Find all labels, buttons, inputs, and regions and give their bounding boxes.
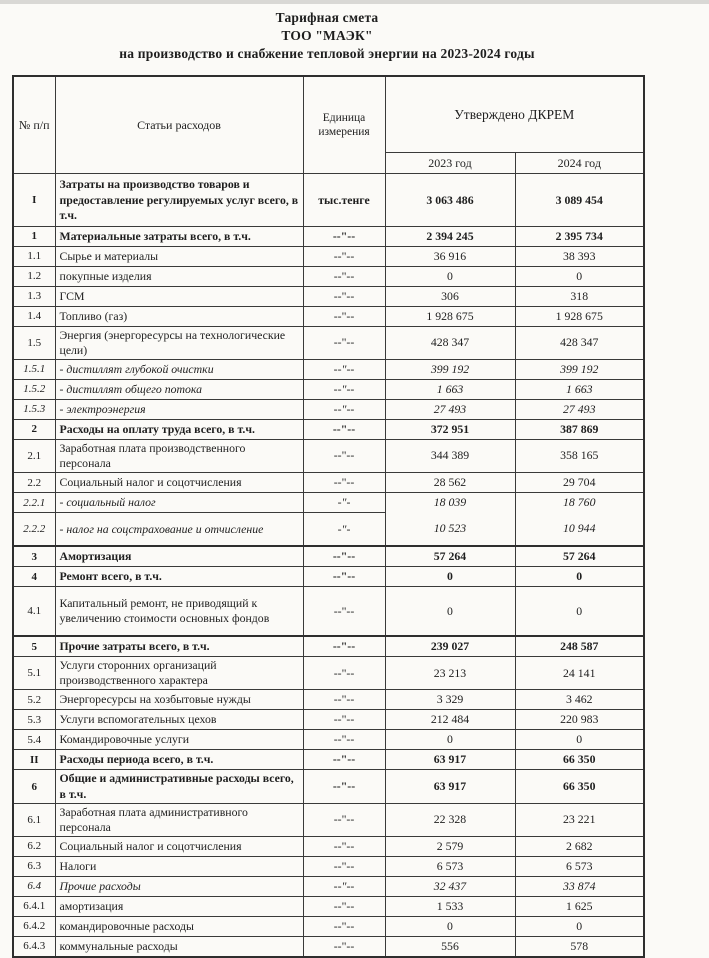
unit-cell: --"-- xyxy=(303,836,385,856)
expense-item: командировочные расходы xyxy=(55,916,303,936)
row-num: 6.3 xyxy=(13,856,55,876)
row-num: 1.2 xyxy=(13,266,55,286)
value-2023: 0 xyxy=(385,567,515,587)
document-title-line-3: на производство и снабжение тепловой энергии на 2023-2024 годы xyxy=(119,45,535,61)
row-num: 6.4.2 xyxy=(13,916,55,936)
table-body xyxy=(13,174,644,957)
unit-cell: --"-- xyxy=(303,636,385,657)
value-2023: 6 573 xyxy=(385,856,515,876)
table-row xyxy=(13,770,644,803)
row-num: 1.4 xyxy=(13,306,55,326)
table-row xyxy=(13,730,644,750)
value-2023: 2 579 xyxy=(385,836,515,856)
expense-item: покупные изделия xyxy=(55,266,303,286)
value-2023: 28 562 xyxy=(385,473,515,493)
table-row xyxy=(13,657,644,690)
expense-item: Услуги сторонних организаций производственного характера xyxy=(55,657,303,690)
table-row xyxy=(13,856,644,876)
value-2023: 306 xyxy=(385,286,515,306)
row-num: 2.1 xyxy=(13,439,55,472)
value-2024: 3 462 xyxy=(515,690,644,710)
value-2024: 18 760 xyxy=(515,493,644,513)
expense-item: Капитальный ремонт, не приводящий к увеличению стоимости основных фондов xyxy=(55,587,303,637)
row-num: 6.1 xyxy=(13,803,55,836)
table-row xyxy=(13,690,644,710)
document-title-block xyxy=(10,9,644,62)
header-year-2024: 2024 год xyxy=(515,153,644,174)
row-num: 2 xyxy=(13,419,55,439)
table-row xyxy=(13,636,644,657)
table-row xyxy=(13,876,644,896)
expense-item: Социальный налог и соцотчисления xyxy=(55,836,303,856)
table-row xyxy=(13,546,644,567)
row-num: 6.4.1 xyxy=(13,896,55,916)
expense-item: Затраты на производство товаров и предоставление регулируемых услуг всего, в т.ч. xyxy=(55,174,303,226)
row-num: 5.3 xyxy=(13,710,55,730)
unit-cell: --"-- xyxy=(303,326,385,359)
table-row xyxy=(13,286,644,306)
value-2023: 428 347 xyxy=(385,326,515,359)
value-2023: 556 xyxy=(385,936,515,957)
table-row xyxy=(13,750,644,770)
row-num: 5.4 xyxy=(13,730,55,750)
value-2023: 57 264 xyxy=(385,546,515,567)
row-num: 3 xyxy=(13,546,55,567)
expense-item: - электроэнергия xyxy=(55,399,303,419)
value-2024: 66 350 xyxy=(515,770,644,803)
unit-cell: --"-- xyxy=(303,359,385,379)
row-num: 1.1 xyxy=(13,246,55,266)
expense-item: - налог на соцстрахование и отчисление xyxy=(55,513,303,547)
value-2024: 387 869 xyxy=(515,419,644,439)
row-num: 6.2 xyxy=(13,836,55,856)
table-row xyxy=(13,174,644,226)
expense-item: Заработная плата административного персонала xyxy=(55,803,303,836)
unit-cell: --"-- xyxy=(303,419,385,439)
unit-cell: --"-- xyxy=(303,266,385,286)
value-2023: 3 063 486 xyxy=(385,174,515,226)
expense-item: Топливо (газ) xyxy=(55,306,303,326)
value-2024: 318 xyxy=(515,286,644,306)
document-page xyxy=(0,4,709,958)
unit-cell: --"-- xyxy=(303,286,385,306)
tariff-table-header xyxy=(13,76,644,174)
row-num: 2.2.1 xyxy=(13,493,55,513)
expense-item: Социальный налог и соцотчисления xyxy=(55,473,303,493)
unit-cell: --"-- xyxy=(303,730,385,750)
header-row-top xyxy=(13,76,644,153)
value-2024: 57 264 xyxy=(515,546,644,567)
expense-item: Ремонт всего, в т.ч. xyxy=(55,567,303,587)
value-2024: 2 682 xyxy=(515,836,644,856)
value-2024: 10 944 xyxy=(515,513,644,547)
value-2024: 428 347 xyxy=(515,326,644,359)
value-2023: 1 533 xyxy=(385,896,515,916)
unit-cell: --"-- xyxy=(303,936,385,957)
expense-item: Командировочные услуги xyxy=(55,730,303,750)
value-2023: 0 xyxy=(385,587,515,637)
header-unit: Единица измерения xyxy=(303,76,385,174)
unit-cell: --"-- xyxy=(303,876,385,896)
value-2024: 0 xyxy=(515,567,644,587)
unit-cell: --"-- xyxy=(303,896,385,916)
value-2023: 32 437 xyxy=(385,876,515,896)
table-row xyxy=(13,266,644,286)
value-2023: 10 523 xyxy=(385,513,515,547)
row-num: 4.1 xyxy=(13,587,55,637)
value-2024: 38 393 xyxy=(515,246,644,266)
row-num: II xyxy=(13,750,55,770)
table-row xyxy=(13,710,644,730)
table-row xyxy=(13,359,644,379)
value-2023: 63 917 xyxy=(385,750,515,770)
unit-cell: --"-- xyxy=(303,546,385,567)
value-2024: 1 928 675 xyxy=(515,306,644,326)
table-row xyxy=(13,836,644,856)
unit-cell: --"-- xyxy=(303,587,385,637)
table-row xyxy=(13,246,644,266)
value-2023: 344 389 xyxy=(385,439,515,472)
unit-cell: --"-- xyxy=(303,856,385,876)
expense-item: - дистиллят глубокой очистки xyxy=(55,359,303,379)
unit-cell: --"-- xyxy=(303,306,385,326)
expense-item: Расходы периода всего, в т.ч. xyxy=(55,750,303,770)
expense-item: амортизация xyxy=(55,896,303,916)
value-2023: 239 027 xyxy=(385,636,515,657)
value-2024: 33 874 xyxy=(515,876,644,896)
expense-item: Налоги xyxy=(55,856,303,876)
table-row xyxy=(13,567,644,587)
row-num: 6.4 xyxy=(13,876,55,896)
value-2024: 0 xyxy=(515,916,644,936)
value-2024: 0 xyxy=(515,587,644,637)
table-row xyxy=(13,379,644,399)
row-num: 5 xyxy=(13,636,55,657)
unit-cell: -"- xyxy=(303,493,385,513)
row-num: 6.4.3 xyxy=(13,936,55,957)
value-2024: 399 192 xyxy=(515,359,644,379)
value-2023: 1 663 xyxy=(385,379,515,399)
row-num: I xyxy=(13,174,55,226)
unit-cell: --"-- xyxy=(303,710,385,730)
header-year-2023: 2023 год xyxy=(385,153,515,174)
table-row xyxy=(13,473,644,493)
unit-cell: --"-- xyxy=(303,567,385,587)
table-row xyxy=(13,936,644,957)
value-2024: 578 xyxy=(515,936,644,957)
value-2023: 372 951 xyxy=(385,419,515,439)
value-2023: 27 493 xyxy=(385,399,515,419)
unit-cell: --"-- xyxy=(303,379,385,399)
table-row xyxy=(13,399,644,419)
value-2023: 36 916 xyxy=(385,246,515,266)
row-num: 1.5.3 xyxy=(13,399,55,419)
value-2024: 6 573 xyxy=(515,856,644,876)
unit-cell: --"-- xyxy=(303,226,385,246)
value-2024: 3 089 454 xyxy=(515,174,644,226)
row-num: 2.2 xyxy=(13,473,55,493)
unit-cell: --"-- xyxy=(303,399,385,419)
value-2024: 1 625 xyxy=(515,896,644,916)
unit-cell: --"-- xyxy=(303,473,385,493)
unit-cell: --"-- xyxy=(303,657,385,690)
row-num: 5.2 xyxy=(13,690,55,710)
expense-item: Услуги вспомогательных цехов xyxy=(55,710,303,730)
document-title-line-2: ТОО "МАЭК" xyxy=(281,27,373,43)
value-2023: 212 484 xyxy=(385,710,515,730)
row-num: 5.1 xyxy=(13,657,55,690)
table-row xyxy=(13,226,644,246)
expense-item: Расходы на оплату труда всего, в т.ч. xyxy=(55,419,303,439)
value-2023: 0 xyxy=(385,730,515,750)
expense-item: коммунальные расходы xyxy=(55,936,303,957)
value-2024: 23 221 xyxy=(515,803,644,836)
expense-item: - социальный налог xyxy=(55,493,303,513)
table-row xyxy=(13,896,644,916)
unit-cell: --"-- xyxy=(303,803,385,836)
value-2024: 66 350 xyxy=(515,750,644,770)
table-row xyxy=(13,306,644,326)
expense-item: Энергия (энергоресурсы на технологические цели) xyxy=(55,326,303,359)
row-num: 6 xyxy=(13,770,55,803)
expense-item: Заработная плата производственного персонала xyxy=(55,439,303,472)
value-2023: 22 328 xyxy=(385,803,515,836)
unit-cell: --"-- xyxy=(303,439,385,472)
value-2023: 18 039 xyxy=(385,493,515,513)
value-2023: 2 394 245 xyxy=(385,226,515,246)
unit-cell: -"- xyxy=(303,513,385,547)
table-row xyxy=(13,803,644,836)
unit-cell: --"-- xyxy=(303,750,385,770)
value-2024: 358 165 xyxy=(515,439,644,472)
expense-item: Сырье и материалы xyxy=(55,246,303,266)
value-2023: 3 329 xyxy=(385,690,515,710)
value-2024: 0 xyxy=(515,266,644,286)
value-2023: 23 213 xyxy=(385,657,515,690)
document-title-line-1: Тарифная смета xyxy=(275,10,379,25)
expense-item: Энергоресурсы на хозбытовые нужды xyxy=(55,690,303,710)
value-2023: 1 928 675 xyxy=(385,306,515,326)
unit-cell: --"-- xyxy=(303,916,385,936)
unit-cell: тыс.тенге xyxy=(303,174,385,226)
row-num: 2.2.2 xyxy=(13,513,55,547)
table-row xyxy=(13,493,644,513)
value-2024: 27 493 xyxy=(515,399,644,419)
row-num: 1.5 xyxy=(13,326,55,359)
table-row xyxy=(13,326,644,359)
header-num: № п/п xyxy=(13,76,55,174)
value-2024: 29 704 xyxy=(515,473,644,493)
table-row xyxy=(13,513,644,547)
row-num: 1.5.1 xyxy=(13,359,55,379)
header-approved-dkrem: Утверждено ДКРЕМ xyxy=(385,76,644,153)
expense-item: Прочие затраты всего, в т.ч. xyxy=(55,636,303,657)
expense-item: ГСМ xyxy=(55,286,303,306)
value-2024: 24 141 xyxy=(515,657,644,690)
expense-item: Материальные затраты всего, в т.ч. xyxy=(55,226,303,246)
value-2024: 2 395 734 xyxy=(515,226,644,246)
table-row xyxy=(13,419,644,439)
value-2024: 1 663 xyxy=(515,379,644,399)
expense-item: Общие и административные расходы всего, в т.ч. xyxy=(55,770,303,803)
header-expense-items: Статьи расходов xyxy=(55,76,303,174)
value-2023: 399 192 xyxy=(385,359,515,379)
value-2024: 220 983 xyxy=(515,710,644,730)
unit-cell: --"-- xyxy=(303,770,385,803)
unit-cell: --"-- xyxy=(303,246,385,266)
value-2023: 63 917 xyxy=(385,770,515,803)
unit-cell: --"-- xyxy=(303,690,385,710)
value-2023: 0 xyxy=(385,916,515,936)
table-row xyxy=(13,916,644,936)
expense-item: Амортизация xyxy=(55,546,303,567)
expense-item: Прочие расходы xyxy=(55,876,303,896)
tariff-table xyxy=(12,75,645,957)
table-row xyxy=(13,587,644,637)
value-2024: 0 xyxy=(515,730,644,750)
row-num: 1 xyxy=(13,226,55,246)
value-2023: 0 xyxy=(385,266,515,286)
row-num: 4 xyxy=(13,567,55,587)
expense-item: - дистиллят общего потока xyxy=(55,379,303,399)
row-num: 1.3 xyxy=(13,286,55,306)
value-2024: 248 587 xyxy=(515,636,644,657)
row-num: 1.5.2 xyxy=(13,379,55,399)
table-row xyxy=(13,439,644,472)
